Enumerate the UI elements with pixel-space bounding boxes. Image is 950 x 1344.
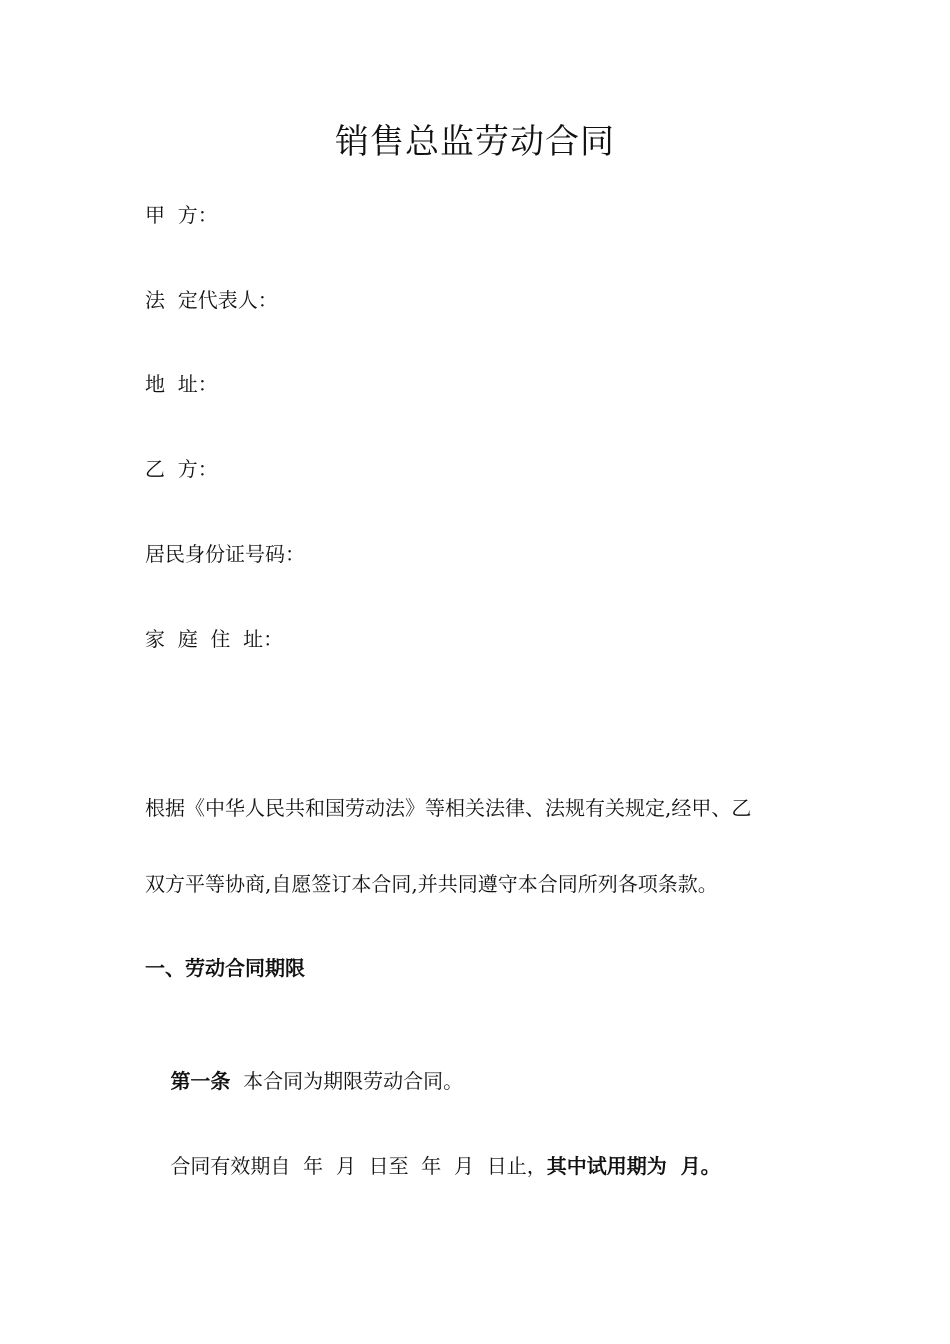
field-id-number: 居民身份证号码： (145, 542, 305, 566)
field-home-address: 家 庭 住 址： (145, 627, 284, 651)
article-text: 本合同为期限劳动合同。 (230, 1069, 464, 1093)
field-party-b: 乙 方： (145, 457, 218, 481)
document-title: 销售总监劳动合同 (335, 122, 615, 162)
preamble-line-2: 双方平等协商,自愿签订本合同,并共同遵守本合同所列各项条款。 (145, 872, 718, 896)
term-text: 合同有效期自 年 月 日至 年 月 日止， (170, 1154, 547, 1178)
field-legal-representative: 法 定代表人： (145, 288, 278, 312)
field-party-a: 甲 方： (145, 203, 218, 227)
contract-term-line (145, 1124, 721, 1208)
preamble-line-1: 根据《中华人民共和国劳动法》等相关法律、法规有关规定,经甲、乙 (145, 796, 752, 820)
field-address: 地 址： (145, 372, 218, 396)
section-heading: 一、劳动合同期限 (145, 956, 305, 980)
article-1 (145, 1039, 463, 1123)
probation-text: 其中试用期为 月。 (546, 1154, 721, 1178)
article-label: 第一条 (170, 1069, 231, 1093)
